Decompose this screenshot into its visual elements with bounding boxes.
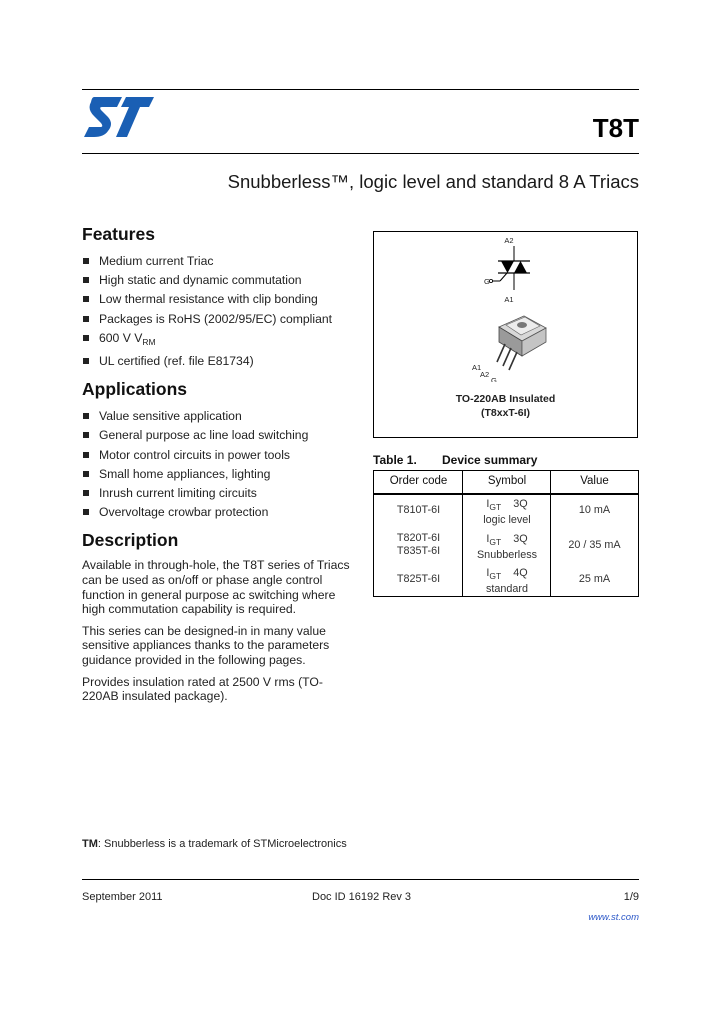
trademark-note xyxy=(82,838,347,850)
header-rule xyxy=(82,153,639,154)
list-item: General purpose ac line load switching xyxy=(82,426,352,445)
table-cell-value: 10 mA xyxy=(578,504,611,516)
left-column xyxy=(82,222,352,711)
symbol-subscript: GT xyxy=(489,502,502,512)
pin-label-a2: A2 xyxy=(480,370,490,379)
list-item: Medium current Triac xyxy=(82,252,352,271)
footer-rule xyxy=(82,879,639,880)
table-header-value: Value xyxy=(580,475,609,487)
st-logo xyxy=(82,95,156,141)
table-cell-symbol xyxy=(463,498,551,526)
table-cell-order-code: T810T-6I xyxy=(396,504,441,516)
list-item: High static and dynamic commutation xyxy=(82,271,352,290)
table-cell-symbol xyxy=(463,567,551,595)
table-cell-order-code xyxy=(374,532,463,557)
st-logo-t xyxy=(116,97,154,137)
table-caption: Device summary xyxy=(442,453,538,467)
header-top-rule xyxy=(82,89,639,90)
order-code: T820T-6I xyxy=(396,532,441,544)
symbol-label: standard xyxy=(485,582,529,595)
table-header-symbol: Symbol xyxy=(487,475,527,487)
symbol-quadrant: 3Q xyxy=(513,498,528,510)
symbol-subscript: GT xyxy=(489,571,502,581)
table-cell-value: 25 mA xyxy=(578,573,611,585)
footer-date: September 2011 xyxy=(82,891,163,903)
symbol-quadrant: 3Q xyxy=(513,533,528,545)
symbol-label-g: G xyxy=(484,277,490,286)
st-logo-s xyxy=(84,97,122,137)
list-item: Inrush current limiting circuits xyxy=(82,484,352,503)
trademark-label: TM xyxy=(82,838,98,850)
symbol-main: I xyxy=(486,498,490,510)
order-code: T835T-6I xyxy=(396,544,441,557)
to220ab-package-icon xyxy=(472,316,546,382)
description-heading: Description xyxy=(82,530,179,551)
device-summary-table xyxy=(373,470,639,597)
list-item: Packages is RoHS (2002/95/EC) compliant xyxy=(82,310,352,329)
document-subtitle: Snubberless™, logic level and standard 8 A Triacs xyxy=(227,171,639,192)
pin-label-a1: A1 xyxy=(472,363,482,372)
list-item: Overvoltage crowbar protection xyxy=(82,503,352,522)
pin-label-g: G xyxy=(491,376,497,382)
list-item: Value sensitive application xyxy=(82,407,352,426)
features-heading: Features xyxy=(82,224,155,244)
footer-doc-id: Doc ID 16192 Rev 3 xyxy=(312,891,412,903)
applications-heading: Applications xyxy=(82,379,188,400)
table-header-rule xyxy=(374,493,638,495)
list-item: Low thermal resistance with clip bonding xyxy=(82,290,352,309)
symbol-main: I xyxy=(486,567,490,579)
table-cell-order-code: T825T-6I xyxy=(396,573,441,585)
triac-symbol-icon xyxy=(484,236,530,304)
voltage-text: 600 V V xyxy=(99,330,143,345)
figure-caption-line2: (T8xxT-6I) xyxy=(480,407,530,419)
description-paragraph: This series can be designed-in in many value sensitive appliances thanks to the parameters guidance provided in the following pages. xyxy=(82,623,330,667)
list-item-voltage xyxy=(82,329,352,352)
symbol-label: logic level xyxy=(483,513,531,526)
table-number: Table 1. xyxy=(373,453,417,467)
figure-caption-line1: TO-220AB Insulated xyxy=(455,393,556,405)
table-cell-value: 20 / 35 mA xyxy=(568,539,621,551)
list-item: UL certified (ref. file E81734) xyxy=(82,352,352,371)
symbol-label-a1: A1 xyxy=(504,295,514,304)
voltage-subscript: RM xyxy=(142,336,156,347)
symbol-label: Snubberless xyxy=(476,548,538,561)
trademark-text: : Snubberless is a trademark of STMicroelectronics xyxy=(97,838,347,850)
list-item: Motor control circuits in power tools xyxy=(82,446,352,465)
symbol-label-a2: A2 xyxy=(504,236,514,245)
table-cell-symbol xyxy=(463,533,551,561)
applications-list xyxy=(82,407,352,522)
footer-page-number: 1/9 xyxy=(623,891,639,903)
symbol-quadrant: 4Q xyxy=(513,567,528,579)
package-figure xyxy=(373,231,638,438)
description-paragraph: Provides insulation rated at 2500 V rms (TO-220AB insulated package). xyxy=(82,674,323,704)
part-number: T8T xyxy=(592,113,639,143)
list-item: Small home appliances, lighting xyxy=(82,465,352,484)
symbol-subscript: GT xyxy=(489,537,502,547)
table-title xyxy=(373,453,537,467)
table-header-order-code: Order code xyxy=(389,475,448,487)
website-link[interactable]: www.st.com xyxy=(588,912,639,923)
triac-schematic-and-package xyxy=(374,232,637,382)
description-paragraph: Available in through-hole, the T8T series of Triacs can be used as on/off or phase angle control function in general purpose ac switching where high commutation capability is required. xyxy=(82,558,350,617)
features-list xyxy=(82,252,352,371)
symbol-main: I xyxy=(486,533,490,545)
